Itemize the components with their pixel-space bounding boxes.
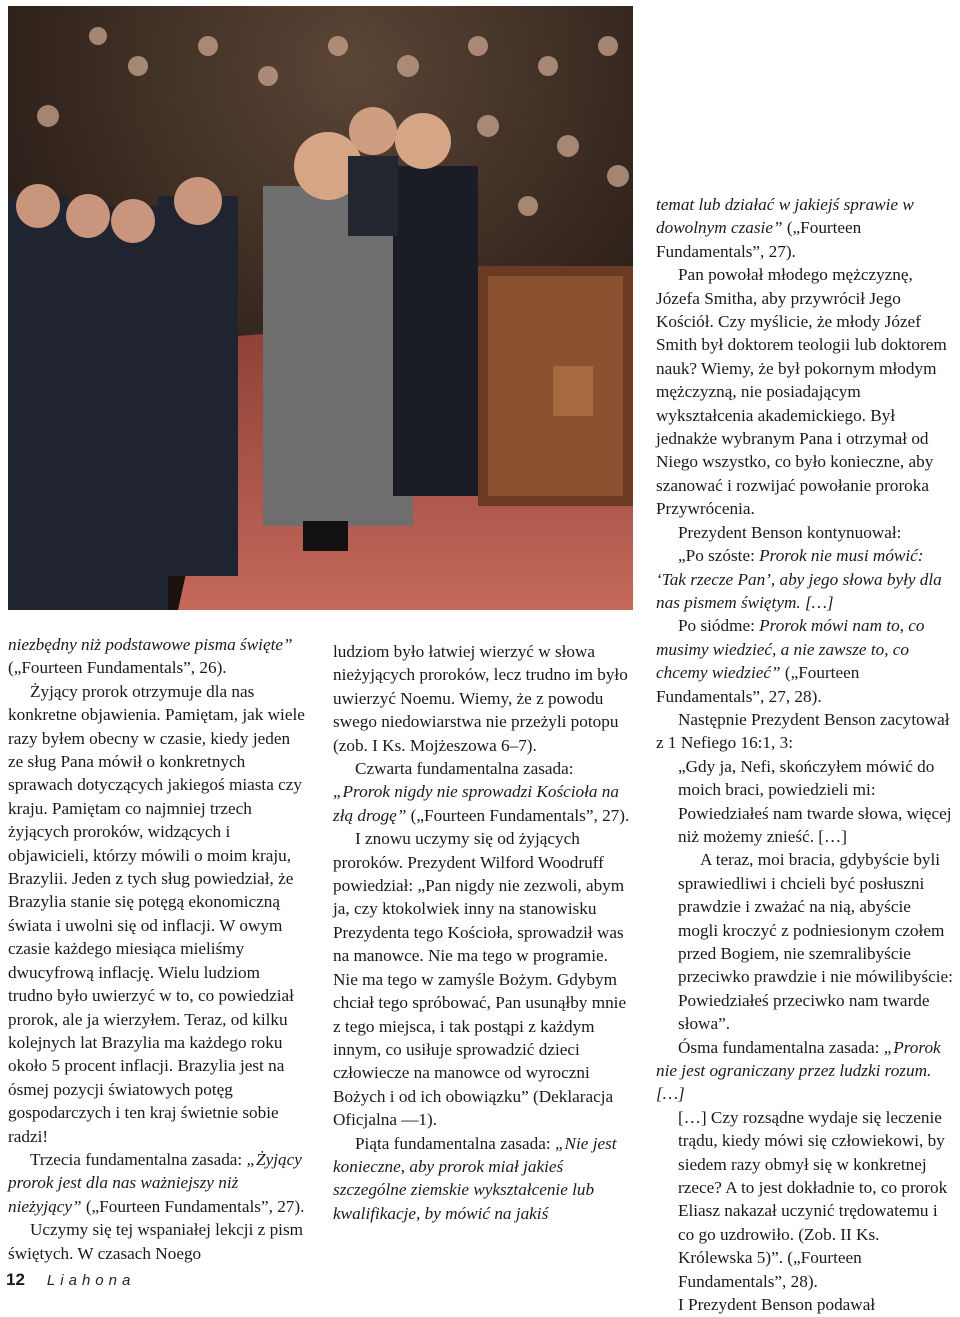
page-footer	[6, 1270, 135, 1292]
paragraph: Piąta fundamentalna zasada: „Nie jest konieczne, aby prorok miał jakieś szczególne ziemskie wykształcenie lub kwalifikacje, by mówić na jakiś	[333, 1133, 617, 1223]
paragraph: Czwarta fundamentalna zasada: „Prorok nigdy nie sprowadzi Kościoła na złą drogę” („Fourteen Fundamentals”, 27).	[333, 759, 630, 825]
paragraph: Ósma fundamentalna zasada: „Prorok nie jest ograniczany przez ludzki rozum. […]	[656, 1037, 941, 1104]
conference-photo	[8, 6, 633, 610]
paragraph: Pan powołał młodego mężczyznę, Józefa Smitha, aby przywrócił Jego Kościół. Czy myślicie, że młody Józef Smith był doktorem teologii lub doktorem nauk? Wiemy, że był pokornym młodym mężczyzną, nie posiadającym wykształcenia akademickiego. Był jednakże wybranym Pana i otrzymał od Niego wszystko, co było konieczne, aby szanować i rozwijać powołanie proroka Przywrócenia.	[656, 265, 947, 519]
paragraph: Trzecia fundamentalna zasada: „Żyjący prorok jest dla nas ważniejszy niż nieżyjący” („Fourteen Fundamentals”, 27).	[8, 1149, 305, 1216]
page-number: 12	[6, 1270, 25, 1289]
conference-leaders-photo-icon	[8, 6, 633, 610]
text-column-3	[656, 193, 954, 1317]
paragraph: Żyjący prorok otrzymuje dla nas konkretne objawienia. Pamiętam, jak wiele razy byłem obecny w czasie, kiedy jeden ze sług Pana mówił o konkretnych sprawach dotyczących jakiegoś miasta czy kraju. Pamiętam co najmniej trzech żyjących proroków, widzących i objawicieli, którzy mówili o moim kraju, Brazylii. Jeden z tych sług powiedział, że Brazylia stanie się potęgą ekonomiczną świata i uwolni się od inflacji. W owym czasie każdego miesiąca mieliśmy dwucyfrową inflację. Wielu ludziom trudno było uwierzyć w to, co powiedział prorok, ale ja wierzyłem. Teraz, od kilku kolejnych lat Brazylia ma każdego roku około 5 procent inflacji. Brazylia jest na ósmej pozycji światowych potęg gospodarczych i ten kraj świetnie sobie radzi!	[8, 681, 305, 1146]
paragraph: A teraz, moi bracia, gdybyście byli sprawiedliwi i chcieli być posłuszni prawdzie i zważać na nią, abyście mogli kroczyć z podniesionym czołem przed Bogiem, nie szemralibyście przeciwko prawdzie i nie mówilibyście: Powiedziałeś przeciwko nam twarde słowa”.	[678, 850, 953, 1034]
text-column-2	[333, 640, 630, 1225]
paragraph: „Gdy ja, Nefi, skończyłem mówić do moich braci, powiedzieli mi: Powiedziałeś nam twarde słowa, więcej niż możemy znieść. […]	[678, 756, 952, 846]
paragraph: Następnie Prezydent Benson zacytował z 1 Nefiego 16:1, 3:	[656, 709, 950, 753]
paragraph: Uczymy się tej wspaniałej lekcji z pism świętych. W czasach Noego	[8, 1220, 304, 1263]
paragraph: niezbędny niż podstawowe pisma święte” („Fourteen Fundamentals”, 26).	[8, 635, 293, 678]
magazine-name: Liahona	[46, 1272, 136, 1289]
paragraph: Po siódme: Prorok mówi nam to, co musimy wiedzieć, a nie zawsze to, co chcemy wiedzieć” („Fourteen Fundamentals”, 27, 28).	[656, 616, 925, 706]
paragraph: […] Czy rozsądne wydaje się leczenie trądu, kiedy mówi się człowiekowi, by siedem razy obmył się w konkretnej rzece? A to jest dokładnie to, co prorok Eliasz nakazał uczynić trędowatemu i co go uzdrowiło. (Zob. II Ks. Królewska 5)”. („Fourteen Fundamentals”, 28).	[678, 1107, 948, 1291]
paragraph: ludziom było łatwiej wierzyć w słowa nieżyjących proroków, lecz trudno im było uwierzyć Noemu. Wiemy, że z powodu swego niedowiarstwa nie przeżyli potopu (zob. I Ks. Mojżeszowa 6–7).	[333, 642, 628, 755]
paragraph: I Prezydent Benson podawał	[678, 1295, 876, 1315]
paragraph: temat lub działać w jakiejś sprawie w dowolnym czasie” („Fourteen Fundamentals”, 27).	[656, 195, 914, 261]
paragraph: Prezydent Benson kontynuował:	[678, 522, 902, 542]
text-column-1	[8, 633, 308, 1265]
paragraph: „Po szóste: Prorok nie musi mówić: ‘Tak rzecze Pan’, aby jego słowa były dla nas pismem świętym. […]	[656, 546, 942, 612]
paragraph: I znowu uczymy się od żyjących proroków. Prezydent Wilford Woodruff powiedział: „Pan nigdy nie zezwoli, abym ja, czy ktokolwiek inny na stanowisku Prezydenta tego Kościoła, sprowadził was na manowce. Nie ma tego w programie. Nie ma tego w zamyśle Bożym. Gdybym chciał tego spróbować, Pan usunąłby mnie z tego miejsca, i tak postąpi z każdym innym, co usiłuje sprowadzić dzieci człowiecze na manowce od wyroczni Bożych i od ich obowiązku” (Deklaracja Oficjalna —1).	[333, 829, 627, 1130]
